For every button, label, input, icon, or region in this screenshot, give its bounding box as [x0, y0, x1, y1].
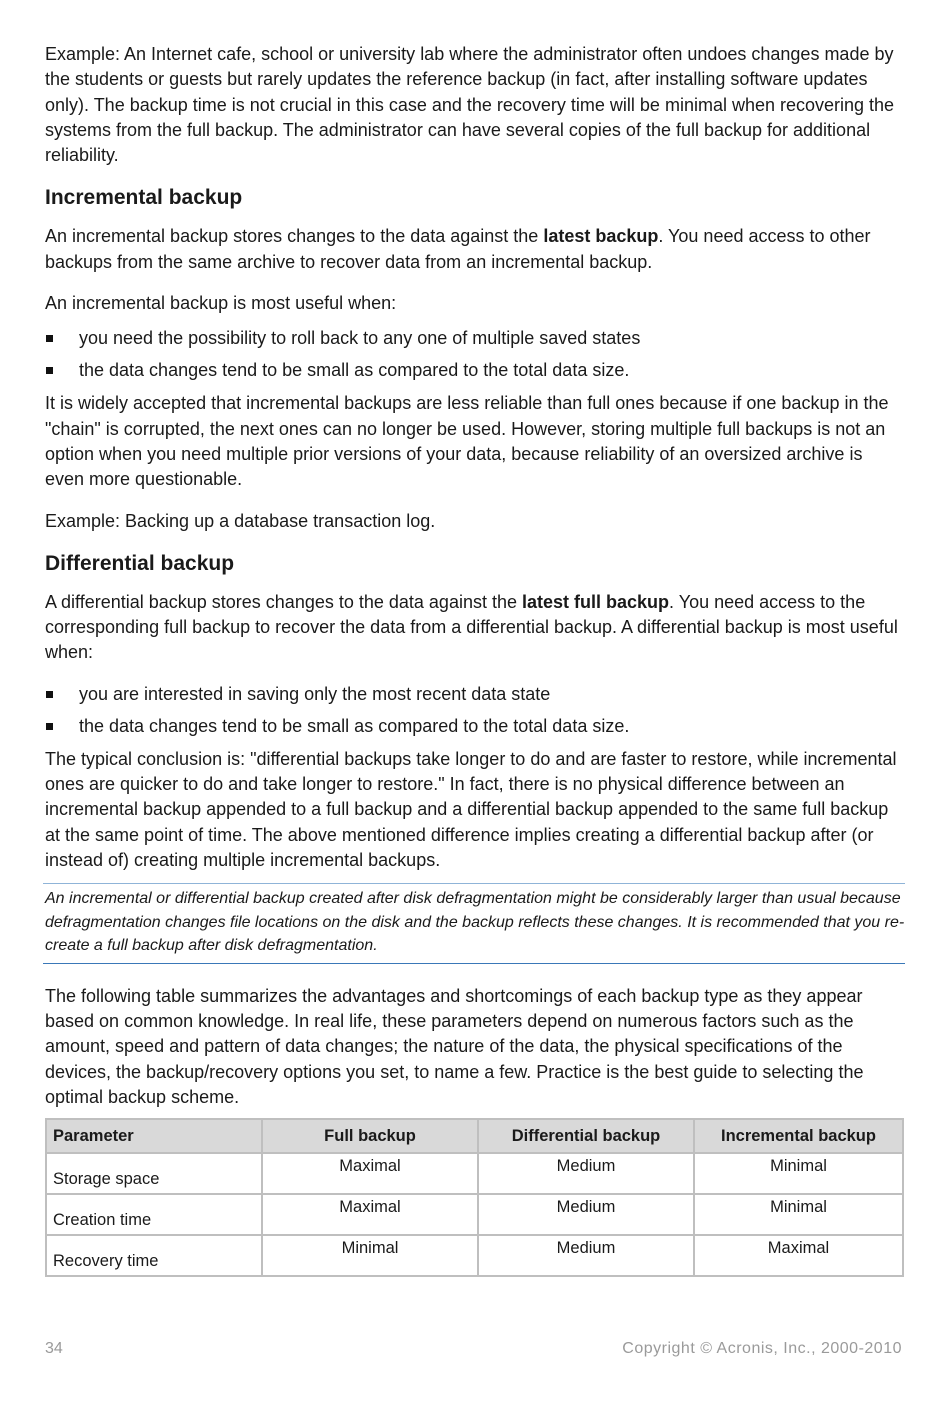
- table-cell: Minimal: [694, 1194, 903, 1235]
- table-cell: Medium: [478, 1235, 694, 1276]
- list-item-text: the data changes tend to be small as compared to the total data size.: [79, 715, 630, 736]
- table-cell: Minimal: [262, 1235, 478, 1276]
- list-item: [45, 358, 903, 383]
- table-cell: Recovery time: [46, 1235, 262, 1276]
- copyright-notice: Copyright © Acronis, Inc., 2000-2010: [622, 1340, 902, 1357]
- incremental-backup-heading: Incremental backup: [45, 186, 243, 210]
- incremental-desc-bold: latest backup: [543, 226, 659, 247]
- differential-conclusion-paragraph: The typical conclusion is: "differential backups take longer to do and are faster to restore, while incremental ones are quicker to do and take longer to restore." In fact, there is no physical difference between an incremental backup appended to a full backup and a differential backup appended to the same full backup at the same point of time. The above mentioned difference implies creating a differential backup after (or instead of) creating multiple incremental backups.: [45, 748, 897, 870]
- list-item: [45, 682, 903, 707]
- differential-desc-text: A differential backup stores changes to the data against the: [45, 591, 522, 612]
- incremental-bullet-list: [45, 326, 903, 383]
- differential-bullet-list: [45, 682, 903, 739]
- table-cell: Maximal: [262, 1153, 478, 1194]
- column-header: Differential backup: [478, 1119, 694, 1153]
- column-header: Full backup: [262, 1119, 478, 1153]
- table-cell: Maximal: [262, 1194, 478, 1235]
- list-item-text: you need the possibility to roll back to any one of multiple saved states: [79, 328, 641, 349]
- column-header: Parameter: [46, 1119, 262, 1153]
- table-cell: Medium: [478, 1194, 694, 1235]
- incremental-desc-text: An incremental backup stores changes to the data against the: [45, 226, 544, 247]
- square-bullet-icon: [46, 335, 53, 342]
- incremental-example: Example: Backing up a database transaction log.: [45, 510, 436, 531]
- table-cell: Creation time: [46, 1194, 262, 1235]
- note-box: [43, 883, 905, 964]
- document-page: [45, 42, 903, 1277]
- square-bullet-icon: [46, 691, 53, 698]
- list-item: [45, 714, 903, 739]
- square-bullet-icon: [46, 723, 53, 730]
- table-row: [46, 1153, 903, 1194]
- column-header: Incremental backup: [694, 1119, 903, 1153]
- table-cell: Storage space: [46, 1153, 262, 1194]
- list-item-text: you are interested in saving only the most recent data state: [79, 683, 551, 704]
- incremental-description: [45, 224, 903, 275]
- differential-description: [45, 590, 903, 666]
- incremental-useful-when: An incremental backup is most useful when:: [45, 293, 397, 314]
- incremental-desc-text-2: . You need access to other backups from the same archive to recover data from an incremental backup.: [45, 226, 871, 272]
- list-item-text: the data changes tend to be small as compared to the total data size.: [79, 360, 630, 381]
- table-cell: Minimal: [694, 1153, 903, 1194]
- table-cell: Maximal: [694, 1235, 903, 1276]
- square-bullet-icon: [46, 367, 53, 374]
- differential-desc-text-2: . You need access to the corresponding full backup to recover the data from a differential backup. A differential backup is most useful when:: [45, 591, 898, 663]
- table-intro-paragraph: The following table summarizes the advantages and shortcomings of each backup type as they appear based on common knowledge. In real life, these parameters depend on numerous factors such as the amount, speed and pattern of data changes; the nature of the data, the physical specifications of the devices, the backup/recovery options you set, to name a few. Practice is the best guide to selecting the optimal backup scheme.: [45, 985, 864, 1107]
- table-row: [46, 1194, 903, 1235]
- list-item: [45, 326, 903, 351]
- page-number: 34: [45, 1340, 63, 1357]
- backup-comparison-table: [45, 1118, 904, 1277]
- table-header-row: [46, 1119, 903, 1153]
- table-cell: Medium: [478, 1153, 694, 1194]
- differential-desc-bold: latest full backup: [522, 591, 670, 612]
- differential-backup-heading: Differential backup: [45, 551, 235, 575]
- table-row: [46, 1235, 903, 1276]
- incremental-reliability-paragraph: It is widely accepted that incremental backups are less reliable than full ones because if one backup in the "chain" is corrupted, the next ones can no longer be used. However, storing multiple full backups is not an option when you need multiple prior versions of your data, because reliability of an oversized archive is even more questionable.: [45, 393, 889, 490]
- note-text: An incremental or differential backup created after disk defragmentation might be considerably larger than usual because defragmentation changes file locations on the disk and the backup reflects these changes. It is recommended that you re-create a full backup after disk defragmentation.: [45, 890, 905, 955]
- intro-example-paragraph: Example: An Internet cafe, school or university lab where the administrator often undoes changes made by the students or guests but rarely updates the reference backup (in fact, after installing software updates only). The backup time is not crucial in this case and the recovery time will be minimal when recovering the systems from the full backup. The administrator can have several copies of the full backup for additional reliability.: [45, 44, 895, 166]
